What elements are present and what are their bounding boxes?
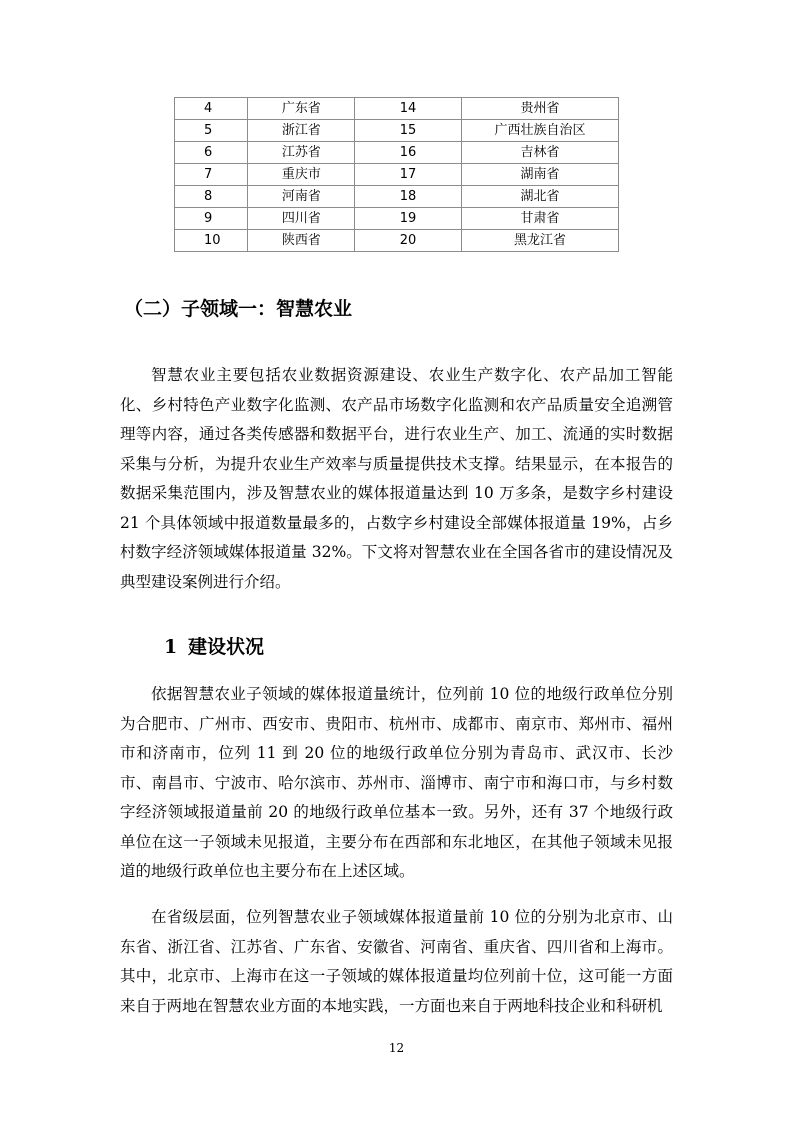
table-row: [175, 98, 619, 120]
subsection-title: 建设状况: [188, 636, 265, 658]
ranking-table-body: [175, 98, 619, 252]
table-cell-rank-right: 17: [355, 164, 462, 186]
table-cell-province-right: 吉林省: [461, 142, 618, 164]
table-cell-province-left: 江苏省: [248, 142, 355, 164]
table-cell-rank-left: 8: [175, 186, 248, 208]
table-cell-rank-right: 19: [355, 208, 462, 230]
table-cell-rank-right: 20: [355, 230, 462, 252]
table-cell-province-right: 湖南省: [461, 164, 618, 186]
ranking-table: [174, 97, 619, 252]
table-cell-rank-right: 14: [355, 98, 462, 120]
table-cell-rank-left: 10: [175, 230, 248, 252]
table-cell-province-left: 广东省: [248, 98, 355, 120]
table-row: [175, 164, 619, 186]
table-row: [175, 208, 619, 230]
section-heading: （二）子领域一：智慧农业: [124, 298, 353, 320]
table-cell-province-left: 陕西省: [248, 230, 355, 252]
table-row: [175, 230, 619, 252]
table-cell-rank-right: 16: [355, 142, 462, 164]
subsection-heading: [164, 632, 264, 659]
table-cell-province-right: 湖北省: [461, 186, 618, 208]
table-cell-rank-right: 15: [355, 120, 462, 142]
table-cell-rank-right: 18: [355, 186, 462, 208]
table-cell-rank-left: 7: [175, 164, 248, 186]
table-cell-province-right: 黑龙江省: [461, 230, 618, 252]
table-cell-rank-left: 6: [175, 142, 248, 164]
table-cell-province-left: 河南省: [248, 186, 355, 208]
table-cell-rank-left: 9: [175, 208, 248, 230]
table-cell-rank-left: 5: [175, 120, 248, 142]
table-cell-province-right: 广西壮族自治区: [461, 120, 618, 142]
paragraph-intro: 智慧农业主要包括农业数据资源建设、农业生产数字化、农产品加工智能化、乡村特色产业数字化监测、农产品市场数字化监测和农产品质量安全追溯管理等内容，通过各类传感器和数据平台，进行农业生产、加工、流通的实时数据采集与分析，为提升农业生产效率与质量提供技术支撑。结果显示，在本报告的数据采集范围内，涉及智慧农业的媒体报道量达到 10 万多条，是数字乡村建设 21 个具体领域中报道数量最多的，占数字乡村建设全部媒体报道量 19%，占乡村数字经济领域媒体报道量 32%。下文将对智慧农业在全国各省市的建设情况及典型建设案例进行介绍。: [120, 366, 673, 591]
page-number: 12: [388, 1041, 405, 1055]
paragraph-province-ranking: 在省级层面，位列智慧农业子领域媒体报道量前 10 位的分别为北京市、山东省、浙江省、江苏省、广东省、安徽省、河南省、重庆省、四川省和上海市。其中，北京市、上海市在这一子领域的媒体报道量均位列前十位，这可能一方面来自于两地在智慧农业方面的本地实践，一方面也来自于两地科技企业和科研机: [120, 908, 673, 1015]
table-row: [175, 120, 619, 142]
subsection-number: 1: [164, 636, 178, 658]
table-cell-province-right: 贵州省: [461, 98, 618, 120]
paragraph-city-ranking: 依据智慧农业子领域的媒体报道量统计，位列前 10 位的地级行政单位分别为合肥市、广州市、西安市、贵阳市、杭州市、成都市、南京市、郑州市、福州市和济南市，位列 11 到 20 位的地级行政单位分别为青岛市、武汉市、长沙市、南昌市、宁波市、哈尔滨市、苏州市、淄博市、南宁市和海口市，与乡村数字经济领域报道量前 20 的地级行政单位基本一致。另外，还有 37 个地级行政单位在这一子领域未见报道，主要分布在西部和东北地区，在其他子领域未见报道的地级行政单位也主要分布在上述区域。: [120, 685, 673, 880]
table-row: [175, 142, 619, 164]
table-cell-province-right: 甘肃省: [461, 208, 618, 230]
table-cell-province-left: 四川省: [248, 208, 355, 230]
table-cell-rank-left: 4: [175, 98, 248, 120]
table-cell-province-left: 重庆市: [248, 164, 355, 186]
table-row: [175, 186, 619, 208]
table-cell-province-left: 浙江省: [248, 120, 355, 142]
